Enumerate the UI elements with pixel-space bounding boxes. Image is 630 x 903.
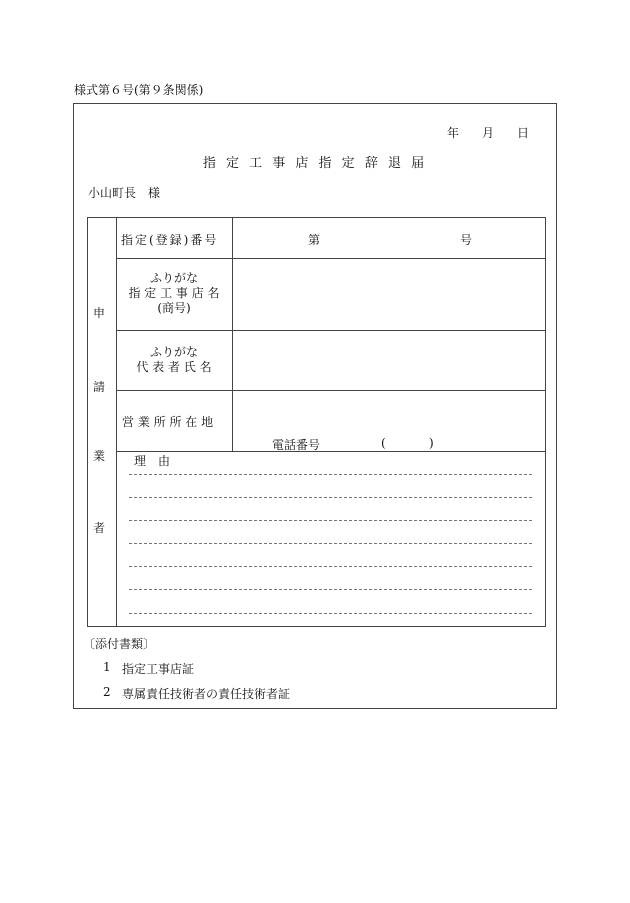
attachment-1-text: 指定工事店証 bbox=[122, 662, 195, 676]
reason-line-2 bbox=[129, 497, 532, 498]
row-divider-3 bbox=[116, 390, 546, 391]
phone-label: 電話番号 bbox=[272, 438, 321, 452]
applicant-char-1: 申 bbox=[93, 306, 106, 320]
designation-number-prefix: 第 bbox=[308, 233, 321, 247]
representative-furigana: ふりがな bbox=[149, 345, 198, 359]
applicant-char-4: 者 bbox=[93, 521, 106, 535]
phone-paren-open: ( bbox=[381, 436, 386, 450]
applicant-char-2: 請 bbox=[93, 380, 106, 394]
phone-paren-close: ) bbox=[429, 436, 434, 450]
designation-number-label: 指定(登録)番号 bbox=[121, 233, 219, 247]
reason-line-4 bbox=[129, 543, 532, 544]
attachment-2-text: 専属責任技術者の責任技術者証 bbox=[122, 687, 291, 701]
attachment-1-number: 1 bbox=[103, 660, 111, 674]
reason-label: 理 由 bbox=[134, 454, 171, 468]
form-number: 様式第６号(第９条関係) bbox=[74, 83, 204, 97]
store-name-label: 指 定 工 事 店 名 bbox=[128, 286, 220, 300]
store-name-label-block bbox=[116, 271, 232, 316]
store-name-sub: (商号) bbox=[157, 301, 191, 315]
row-divider-1 bbox=[116, 258, 546, 259]
designation-number-suffix: 号 bbox=[460, 233, 473, 247]
date-day: 日 bbox=[517, 126, 530, 140]
row-divider-4 bbox=[116, 451, 546, 452]
reason-line-1 bbox=[129, 474, 532, 475]
reason-line-3 bbox=[129, 520, 532, 521]
label-column-divider bbox=[232, 217, 233, 451]
attachments-heading: 〔添付書類〕 bbox=[83, 637, 156, 651]
date-month: 月 bbox=[482, 126, 495, 140]
store-name-furigana: ふりがな bbox=[149, 271, 198, 285]
attachment-2-number: 2 bbox=[103, 685, 111, 699]
date-year: 年 bbox=[447, 126, 460, 140]
addressee: 小山町長 様 bbox=[88, 186, 161, 200]
reason-line-5 bbox=[129, 566, 532, 567]
row-divider-2 bbox=[116, 330, 546, 331]
form-title: 指 定 工 事 店 指 定 辞 退 届 bbox=[202, 156, 428, 171]
representative-label-block bbox=[116, 345, 232, 375]
reason-line-7 bbox=[129, 613, 532, 614]
applicant-char-3: 業 bbox=[93, 449, 106, 463]
reason-line-6 bbox=[129, 589, 532, 590]
representative-label: 代 表 者 氏 名 bbox=[136, 360, 212, 374]
office-location-label: 営 業 所 所 在 地 bbox=[122, 415, 214, 429]
